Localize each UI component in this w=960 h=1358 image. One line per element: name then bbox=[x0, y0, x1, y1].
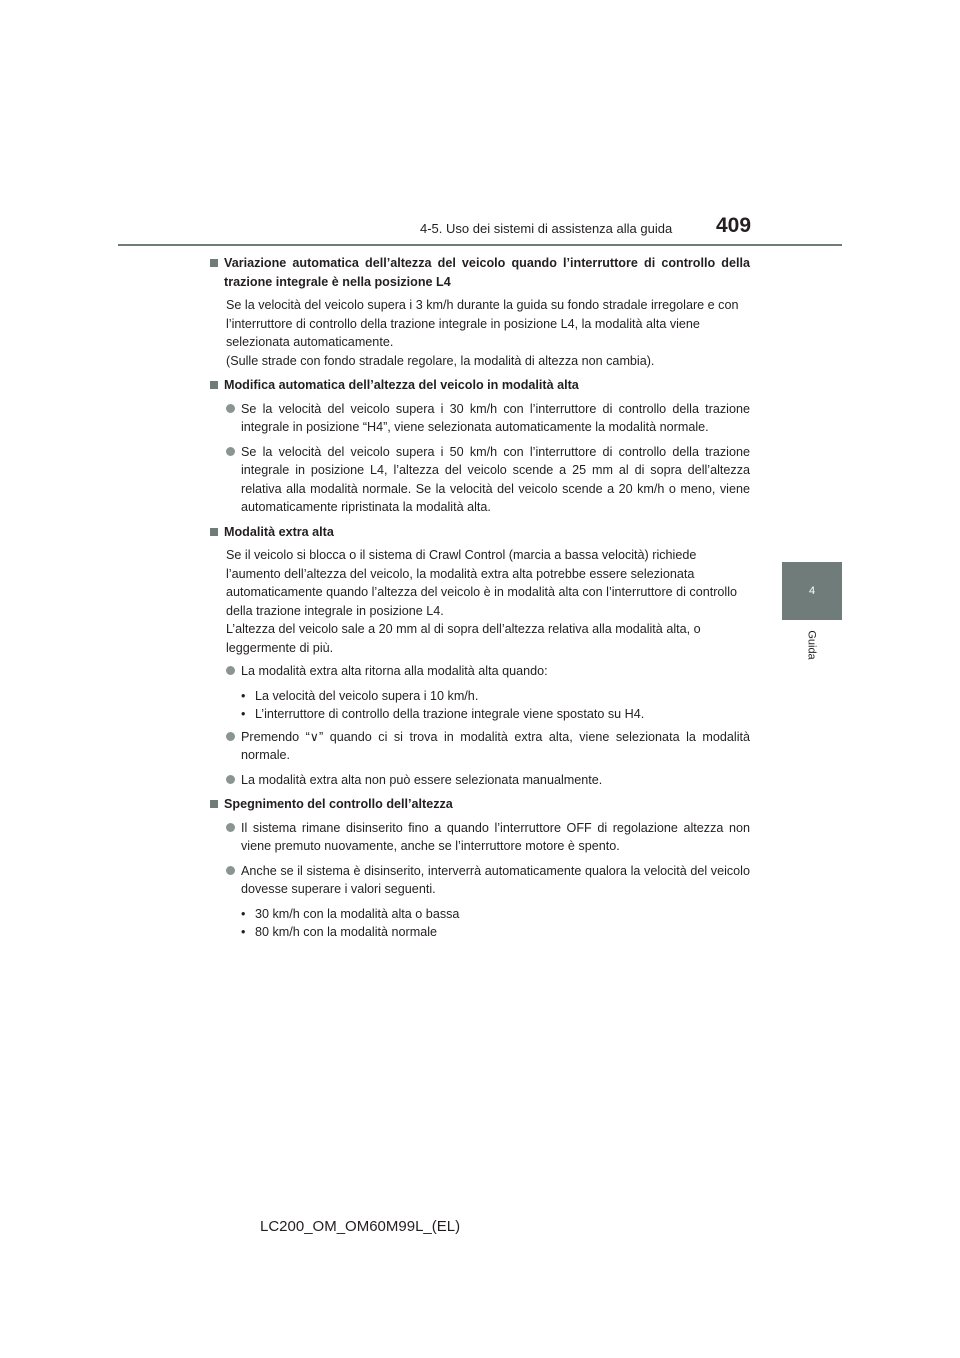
section-extra-high bbox=[210, 523, 750, 790]
circle-bullet-icon bbox=[226, 732, 235, 741]
square-bullet-icon bbox=[210, 528, 218, 536]
circle-bullet-icon bbox=[226, 775, 235, 784]
circle-bullet-icon bbox=[226, 404, 235, 413]
sub-bullet-marker: • bbox=[241, 688, 246, 703]
section-height-off bbox=[210, 795, 750, 942]
section-heading: Modifica automatica dell’altezza del veicolo in modalità alta bbox=[210, 376, 750, 395]
sub-list bbox=[241, 905, 750, 942]
sub-bullet-marker: • bbox=[241, 925, 246, 939]
sub-bullet-marker: • bbox=[241, 906, 246, 921]
section-l4-height bbox=[210, 254, 750, 370]
section-paragraph: Se la velocità del veicolo supera i 3 km/h durante la guida su fondo stradale irregolare e con l’interruttore di controllo della trazione integrale in posizione L4, la modalità alta viene selezionata automaticamente. (Sulle strade con fondo stradale regolare, la modalità di altezza non cambia). bbox=[226, 298, 739, 368]
section-heading: Spegnimento del controllo dell’altezza bbox=[210, 795, 750, 814]
circle-bullet-icon bbox=[226, 866, 235, 875]
page-content bbox=[210, 254, 750, 948]
list-item: Premendo “∨” quando ci si trova in modalità extra alta, viene selezionata la modalità normale. bbox=[226, 728, 750, 765]
sub-list-item: • 80 km/h con la modalità normale bbox=[241, 923, 750, 942]
sub-list-item: • 30 km/h con la modalità alta o bassa bbox=[241, 905, 750, 924]
list-item: Anche se il sistema è disinserito, interverrà automaticamente qualora la velocità del veicolo dovesse superare i valori seguenti. bbox=[226, 862, 750, 899]
sub-list-item: • La velocità del veicolo supera i 10 km/h. bbox=[241, 687, 750, 706]
list-item: La modalità extra alta ritorna alla modalità alta quando: bbox=[226, 662, 750, 681]
section-high-mode bbox=[210, 376, 750, 517]
section-title: 4-5. Uso dei sistemi di assistenza alla guida bbox=[420, 221, 673, 236]
chapter-label bbox=[782, 622, 842, 668]
section-paragraph: Se il veicolo si blocca o il sistema di Crawl Control (marcia a bassa velocità) richiede l’aumento dell’altezza del veicolo, la modalità extra alta potrebbe essere selezionata automaticamente quando l’altezza del veicolo è in modalità alta con l’interruttore di controllo della trazione integrale in posizione L4. L’altezza del veicolo sale a 20 mm al di sopra dell’altezza relativa alla modalità alta, o leggermente di più. bbox=[226, 548, 738, 655]
list-item: La modalità extra alta non può essere selezionata manualmente. bbox=[226, 771, 750, 790]
list-item: Il sistema rimane disinserito fino a quando l’interruttore OFF di regolazione altezza non viene premuto nuovamente, anche se l’interruttore motore è spento. bbox=[226, 819, 750, 856]
chapter-label-text: Guida bbox=[805, 630, 818, 660]
chapter-tab bbox=[782, 562, 842, 620]
section-heading: Modalità extra alta bbox=[210, 523, 750, 542]
list-item: Se la velocità del veicolo supera i 30 km/h con l’interruttore di controllo della trazione integrale in posizione “H4”, viene selezionata automaticamente la modalità normale. bbox=[226, 400, 750, 437]
page-number: 409 bbox=[716, 214, 752, 237]
document-code: LC200_OM_OM60M99L_(EL) bbox=[260, 1218, 461, 1235]
chapter-number: 4 bbox=[808, 585, 816, 597]
square-bullet-icon bbox=[210, 259, 218, 267]
square-bullet-icon bbox=[210, 381, 218, 389]
circle-bullet-icon bbox=[226, 447, 235, 456]
sub-bullet-marker: • bbox=[241, 707, 246, 721]
list-item: Se la velocità del veicolo supera i 50 km/h con l’interruttore di controllo della trazione integrale in posizione L4, l’altezza del veicolo scende a 25 mm al di sopra dell’altezza relativa alla modalità normale. Se la velocità del veicolo scende a 20 km/h o meno, viene automaticamente ripristinata la modalità alta. bbox=[226, 443, 750, 517]
circle-bullet-icon bbox=[226, 823, 235, 832]
sub-list-item: • L’interruttore di controllo della trazione integrale viene spostato su H4. bbox=[241, 705, 750, 724]
square-bullet-icon bbox=[210, 800, 218, 808]
circle-bullet-icon bbox=[226, 666, 235, 675]
header-divider bbox=[118, 244, 842, 246]
section-heading: Variazione automatica dell’altezza del veicolo quando l’interruttore di controllo della trazione integrale è nella posizione L4 bbox=[210, 254, 750, 291]
sub-list bbox=[241, 687, 750, 724]
